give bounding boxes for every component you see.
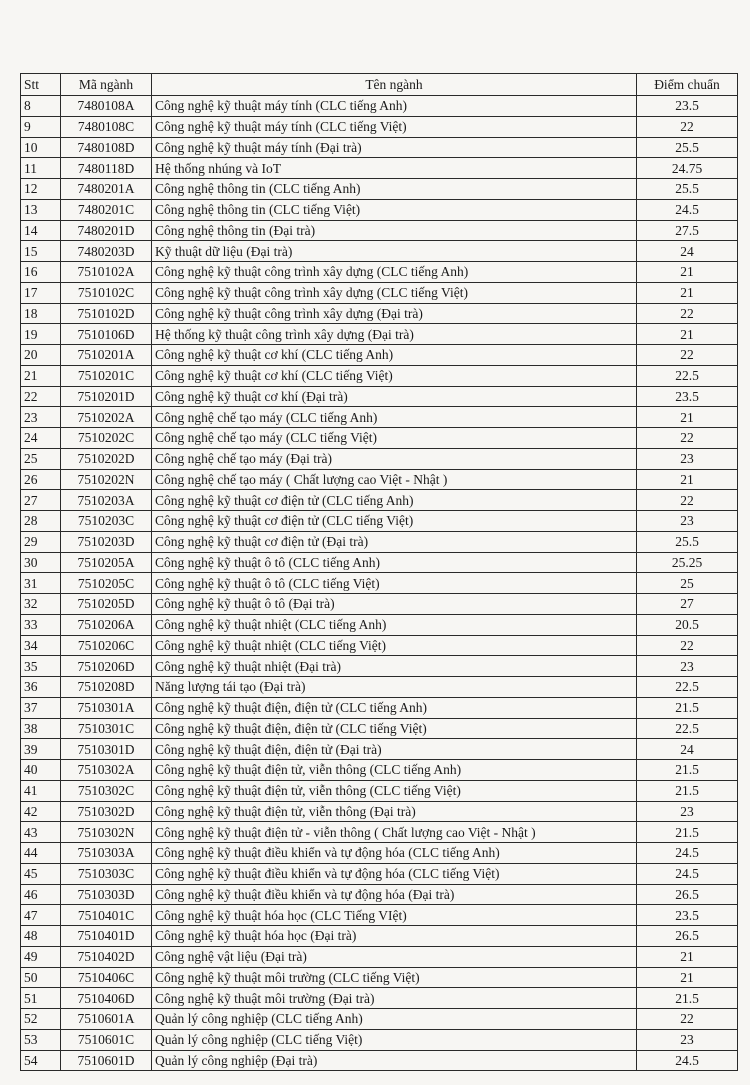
table-row [21, 199, 738, 220]
cell-cutoff-score: 25 [637, 573, 738, 594]
cell-major-name: Công nghệ kỹ thuật điện tử, viễn thông (Đại trà) [152, 801, 637, 822]
cell-cutoff-score: 22.5 [637, 677, 738, 698]
cell-cutoff-score: 22 [637, 1009, 738, 1030]
cell-major-name: Công nghệ kỹ thuật nhiệt (CLC tiếng Việt) [152, 635, 637, 656]
cell-major-code: 7510205D [61, 594, 152, 615]
cell-major-code: 7510201D [61, 386, 152, 407]
table-row [21, 677, 738, 698]
cell-major-name: Công nghệ kỹ thuật điều khiển và tự động hóa (CLC tiếng Việt) [152, 863, 637, 884]
table-row [21, 967, 738, 988]
table-row [21, 386, 738, 407]
cell-stt: 38 [21, 718, 61, 739]
cell-major-code: 7510203C [61, 511, 152, 532]
cell-major-code: 7510203D [61, 531, 152, 552]
cell-major-name: Hệ thống kỹ thuật công trình xây dựng (Đại trà) [152, 324, 637, 345]
cell-major-name: Công nghệ kỹ thuật cơ điện tử (CLC tiếng Anh) [152, 490, 637, 511]
cell-stt: 39 [21, 739, 61, 760]
cell-major-name: Công nghệ kỹ thuật điều khiển và tự động hóa (Đại trà) [152, 884, 637, 905]
cell-major-name: Năng lượng tái tạo (Đại trà) [152, 677, 637, 698]
table-row [21, 303, 738, 324]
cell-stt: 49 [21, 946, 61, 967]
cell-major-code: 7480108C [61, 116, 152, 137]
cell-major-name: Quản lý công nghiệp (Đại trà) [152, 1050, 637, 1071]
admission-score-sheet [20, 73, 738, 1071]
cell-cutoff-score: 24.5 [637, 863, 738, 884]
cell-stt: 54 [21, 1050, 61, 1071]
header-major-name: Tên ngành [152, 74, 637, 96]
cell-major-name: Công nghệ kỹ thuật điện, điện tử (CLC tiếng Việt) [152, 718, 637, 739]
cell-cutoff-score: 21.5 [637, 822, 738, 843]
cell-major-name: Quản lý công nghiệp (CLC tiếng Anh) [152, 1009, 637, 1030]
cell-cutoff-score: 21.5 [637, 780, 738, 801]
table-row [21, 1009, 738, 1030]
table-row [21, 531, 738, 552]
cell-cutoff-score: 26.5 [637, 926, 738, 947]
table-row [21, 946, 738, 967]
table-row [21, 614, 738, 635]
cell-cutoff-score: 25.5 [637, 179, 738, 200]
cell-cutoff-score: 22 [637, 116, 738, 137]
cell-major-code: 7510202N [61, 469, 152, 490]
table-row [21, 635, 738, 656]
table-row [21, 448, 738, 469]
cell-stt: 29 [21, 531, 61, 552]
table-row [21, 241, 738, 262]
cell-stt: 26 [21, 469, 61, 490]
cell-stt: 31 [21, 573, 61, 594]
cell-major-code: 7510102C [61, 282, 152, 303]
cell-cutoff-score: 21 [637, 324, 738, 345]
cell-cutoff-score: 22 [637, 635, 738, 656]
cell-cutoff-score: 22.5 [637, 718, 738, 739]
cell-major-code: 7510302N [61, 822, 152, 843]
cell-cutoff-score: 23.5 [637, 386, 738, 407]
cell-major-name: Quản lý công nghiệp (CLC tiếng Việt) [152, 1029, 637, 1050]
cell-major-code: 7510202A [61, 407, 152, 428]
table-row [21, 780, 738, 801]
cell-major-code: 7510301C [61, 718, 152, 739]
table-row [21, 407, 738, 428]
cell-cutoff-score: 22 [637, 490, 738, 511]
cell-cutoff-score: 24.75 [637, 158, 738, 179]
cell-cutoff-score: 24.5 [637, 1050, 738, 1071]
cell-major-code: 7510206A [61, 614, 152, 635]
cell-stt: 34 [21, 635, 61, 656]
table-row [21, 739, 738, 760]
cell-major-code: 7510201C [61, 365, 152, 386]
cell-stt: 10 [21, 137, 61, 158]
cell-major-code: 7510203A [61, 490, 152, 511]
cell-major-name: Công nghệ kỹ thuật ô tô (CLC tiếng Anh) [152, 552, 637, 573]
table-row [21, 158, 738, 179]
cell-stt: 37 [21, 697, 61, 718]
cell-stt: 30 [21, 552, 61, 573]
cell-cutoff-score: 23 [637, 656, 738, 677]
cell-stt: 24 [21, 428, 61, 449]
cell-stt: 33 [21, 614, 61, 635]
cell-major-code: 7510205C [61, 573, 152, 594]
table-header-row [21, 74, 738, 96]
table-row [21, 988, 738, 1009]
cell-major-name: Công nghệ kỹ thuật hóa học (Đại trà) [152, 926, 637, 947]
cell-cutoff-score: 23.5 [637, 905, 738, 926]
cell-major-code: 7510601C [61, 1029, 152, 1050]
cell-cutoff-score: 25.25 [637, 552, 738, 573]
cell-stt: 51 [21, 988, 61, 1009]
table-row [21, 573, 738, 594]
cell-major-name: Công nghệ vật liệu (Đại trà) [152, 946, 637, 967]
cell-major-name: Công nghệ chế tạo máy (Đại trà) [152, 448, 637, 469]
cell-major-name: Công nghệ kỹ thuật công trình xây dựng (CLC tiếng Anh) [152, 262, 637, 283]
cell-stt: 36 [21, 677, 61, 698]
table-row [21, 137, 738, 158]
cell-major-code: 7510205A [61, 552, 152, 573]
cell-major-code: 7510302A [61, 760, 152, 781]
cell-major-name: Hệ thống nhúng và IoT [152, 158, 637, 179]
cell-stt: 13 [21, 199, 61, 220]
cell-cutoff-score: 24 [637, 241, 738, 262]
cell-major-name: Công nghệ kỹ thuật công trình xây dựng (Đại trà) [152, 303, 637, 324]
cell-stt: 14 [21, 220, 61, 241]
table-row [21, 490, 738, 511]
cell-major-name: Công nghệ kỹ thuật ô tô (CLC tiếng Việt) [152, 573, 637, 594]
cell-stt: 28 [21, 511, 61, 532]
cell-cutoff-score: 21.5 [637, 697, 738, 718]
cell-stt: 40 [21, 760, 61, 781]
cell-major-name: Công nghệ kỹ thuật điện tử - viễn thông ( Chất lượng cao Việt - Nhật ) [152, 822, 637, 843]
cell-cutoff-score: 24.5 [637, 843, 738, 864]
cell-major-code: 7510102D [61, 303, 152, 324]
cell-stt: 9 [21, 116, 61, 137]
cell-stt: 17 [21, 282, 61, 303]
table-row [21, 884, 738, 905]
cell-major-code: 7510601D [61, 1050, 152, 1071]
cell-major-code: 7510201A [61, 345, 152, 366]
cell-major-name: Công nghệ kỹ thuật ô tô (Đại trà) [152, 594, 637, 615]
cell-major-name: Công nghệ kỹ thuật điện, điện tử (CLC tiếng Anh) [152, 697, 637, 718]
table-row [21, 718, 738, 739]
table-row [21, 345, 738, 366]
cell-major-code: 7510402D [61, 946, 152, 967]
cell-stt: 50 [21, 967, 61, 988]
cell-stt: 43 [21, 822, 61, 843]
cell-cutoff-score: 22.5 [637, 365, 738, 386]
cell-cutoff-score: 27 [637, 594, 738, 615]
cell-major-name: Công nghệ kỹ thuật điều khiển và tự động hóa (CLC tiếng Anh) [152, 843, 637, 864]
cell-cutoff-score: 25.5 [637, 531, 738, 552]
table-row [21, 926, 738, 947]
table-row [21, 179, 738, 200]
table-row [21, 697, 738, 718]
cell-major-name: Công nghệ kỹ thuật máy tính (CLC tiếng Anh) [152, 96, 637, 117]
cell-major-code: 7510601A [61, 1009, 152, 1030]
cell-stt: 47 [21, 905, 61, 926]
cell-major-code: 7480201D [61, 220, 152, 241]
cell-major-name: Công nghệ kỹ thuật máy tính (Đại trà) [152, 137, 637, 158]
cell-major-code: 7510301D [61, 739, 152, 760]
table-row [21, 760, 738, 781]
cell-cutoff-score: 20.5 [637, 614, 738, 635]
cell-major-code: 7480201C [61, 199, 152, 220]
table-row [21, 428, 738, 449]
cell-major-code: 7510102A [61, 262, 152, 283]
cell-major-code: 7510302C [61, 780, 152, 801]
table-row [21, 863, 738, 884]
cell-major-code: 7510301A [61, 697, 152, 718]
cell-cutoff-score: 25.5 [637, 137, 738, 158]
cell-cutoff-score: 22 [637, 303, 738, 324]
cell-cutoff-score: 26.5 [637, 884, 738, 905]
table-row [21, 1050, 738, 1071]
cell-stt: 21 [21, 365, 61, 386]
cell-major-code: 7510401D [61, 926, 152, 947]
cell-major-name: Công nghệ thông tin (CLC tiếng Anh) [152, 179, 637, 200]
table-row [21, 822, 738, 843]
cell-major-name: Công nghệ thông tin (CLC tiếng Việt) [152, 199, 637, 220]
table-row [21, 469, 738, 490]
cell-major-code: 7510206C [61, 635, 152, 656]
cell-stt: 52 [21, 1009, 61, 1030]
cell-major-code: 7510202D [61, 448, 152, 469]
cell-major-code: 7510303C [61, 863, 152, 884]
cell-major-name: Công nghệ thông tin (Đại trà) [152, 220, 637, 241]
table-row [21, 282, 738, 303]
cell-cutoff-score: 23.5 [637, 96, 738, 117]
cell-major-name: Công nghệ chế tạo máy (CLC tiếng Việt) [152, 428, 637, 449]
cell-major-name: Công nghệ kỹ thuật điện tử, viễn thông (CLC tiếng Anh) [152, 760, 637, 781]
admission-score-table [20, 73, 738, 1071]
cell-major-code: 7510401C [61, 905, 152, 926]
cell-major-name: Công nghệ kỹ thuật cơ khí (CLC tiếng Việt) [152, 365, 637, 386]
cell-cutoff-score: 24.5 [637, 199, 738, 220]
cell-major-code: 7480118D [61, 158, 152, 179]
cell-major-code: 7510106D [61, 324, 152, 345]
cell-cutoff-score: 21.5 [637, 988, 738, 1009]
cell-cutoff-score: 27.5 [637, 220, 738, 241]
cell-major-name: Công nghệ kỹ thuật môi trường (CLC tiếng Việt) [152, 967, 637, 988]
cell-major-name: Công nghệ kỹ thuật máy tính (CLC tiếng Việt) [152, 116, 637, 137]
cell-major-name: Công nghệ kỹ thuật môi trường (Đại trà) [152, 988, 637, 1009]
cell-stt: 27 [21, 490, 61, 511]
cell-major-name: Công nghệ kỹ thuật nhiệt (Đại trà) [152, 656, 637, 677]
table-row [21, 801, 738, 822]
cell-stt: 45 [21, 863, 61, 884]
cell-cutoff-score: 23 [637, 1029, 738, 1050]
cell-stt: 15 [21, 241, 61, 262]
cell-cutoff-score: 22 [637, 428, 738, 449]
cell-major-code: 7510202C [61, 428, 152, 449]
cell-major-name: Công nghệ kỹ thuật cơ điện tử (Đại trà) [152, 531, 637, 552]
cell-stt: 53 [21, 1029, 61, 1050]
cell-stt: 12 [21, 179, 61, 200]
cell-stt: 20 [21, 345, 61, 366]
header-cutoff-score: Điểm chuẩn [637, 74, 738, 96]
cell-stt: 35 [21, 656, 61, 677]
cell-cutoff-score: 23 [637, 511, 738, 532]
cell-major-name: Công nghệ kỹ thuật nhiệt (CLC tiếng Anh) [152, 614, 637, 635]
cell-stt: 42 [21, 801, 61, 822]
table-row [21, 905, 738, 926]
table-row [21, 262, 738, 283]
header-stt: Stt [21, 74, 61, 96]
cell-cutoff-score: 21 [637, 967, 738, 988]
cell-major-code: 7510406C [61, 967, 152, 988]
cell-cutoff-score: 22 [637, 345, 738, 366]
table-row [21, 511, 738, 532]
cell-major-code: 7480201A [61, 179, 152, 200]
cell-cutoff-score: 21 [637, 946, 738, 967]
header-major-code: Mã ngành [61, 74, 152, 96]
cell-major-code: 7510303A [61, 843, 152, 864]
cell-major-name: Công nghệ kỹ thuật điện tử, viễn thông (CLC tiếng Việt) [152, 780, 637, 801]
cell-stt: 18 [21, 303, 61, 324]
cell-major-name: Công nghệ kỹ thuật công trình xây dựng (CLC tiếng Việt) [152, 282, 637, 303]
cell-stt: 19 [21, 324, 61, 345]
cell-major-code: 7480203D [61, 241, 152, 262]
cell-stt: 16 [21, 262, 61, 283]
cell-cutoff-score: 24 [637, 739, 738, 760]
cell-stt: 22 [21, 386, 61, 407]
table-row [21, 365, 738, 386]
cell-cutoff-score: 23 [637, 448, 738, 469]
cell-major-name: Kỹ thuật dữ liệu (Đại trà) [152, 241, 637, 262]
table-row [21, 656, 738, 677]
table-row [21, 843, 738, 864]
cell-cutoff-score: 21 [637, 282, 738, 303]
cell-major-code: 7510206D [61, 656, 152, 677]
cell-cutoff-score: 23 [637, 801, 738, 822]
cell-major-code: 7510208D [61, 677, 152, 698]
cell-major-name: Công nghệ chế tạo máy ( Chất lượng cao Việt - Nhật ) [152, 469, 637, 490]
cell-major-code: 7510303D [61, 884, 152, 905]
cell-stt: 48 [21, 926, 61, 947]
table-row [21, 96, 738, 117]
cell-stt: 46 [21, 884, 61, 905]
table-row [21, 1029, 738, 1050]
cell-major-name: Công nghệ kỹ thuật điện, điện tử (Đại trà) [152, 739, 637, 760]
cell-major-name: Công nghệ kỹ thuật cơ khí (Đại trà) [152, 386, 637, 407]
cell-stt: 32 [21, 594, 61, 615]
table-row [21, 594, 738, 615]
cell-major-code: 7510406D [61, 988, 152, 1009]
cell-cutoff-score: 21.5 [637, 760, 738, 781]
cell-stt: 25 [21, 448, 61, 469]
cell-stt: 41 [21, 780, 61, 801]
table-body [21, 96, 738, 1071]
table-row [21, 324, 738, 345]
cell-stt: 8 [21, 96, 61, 117]
cell-cutoff-score: 21 [637, 262, 738, 283]
cell-major-name: Công nghệ kỹ thuật hóa học (CLC Tiếng VIệt) [152, 905, 637, 926]
cell-stt: 11 [21, 158, 61, 179]
cell-stt: 44 [21, 843, 61, 864]
table-row [21, 220, 738, 241]
cell-major-code: 7480108D [61, 137, 152, 158]
cell-major-code: 7510302D [61, 801, 152, 822]
cell-stt: 23 [21, 407, 61, 428]
cell-major-name: Công nghệ kỹ thuật cơ khí (CLC tiếng Anh) [152, 345, 637, 366]
cell-cutoff-score: 21 [637, 469, 738, 490]
cell-major-name: Công nghệ chế tạo máy (CLC tiếng Anh) [152, 407, 637, 428]
table-row [21, 116, 738, 137]
cell-major-code: 7480108A [61, 96, 152, 117]
table-row [21, 552, 738, 573]
cell-cutoff-score: 21 [637, 407, 738, 428]
cell-major-name: Công nghệ kỹ thuật cơ điện tử (CLC tiếng Việt) [152, 511, 637, 532]
